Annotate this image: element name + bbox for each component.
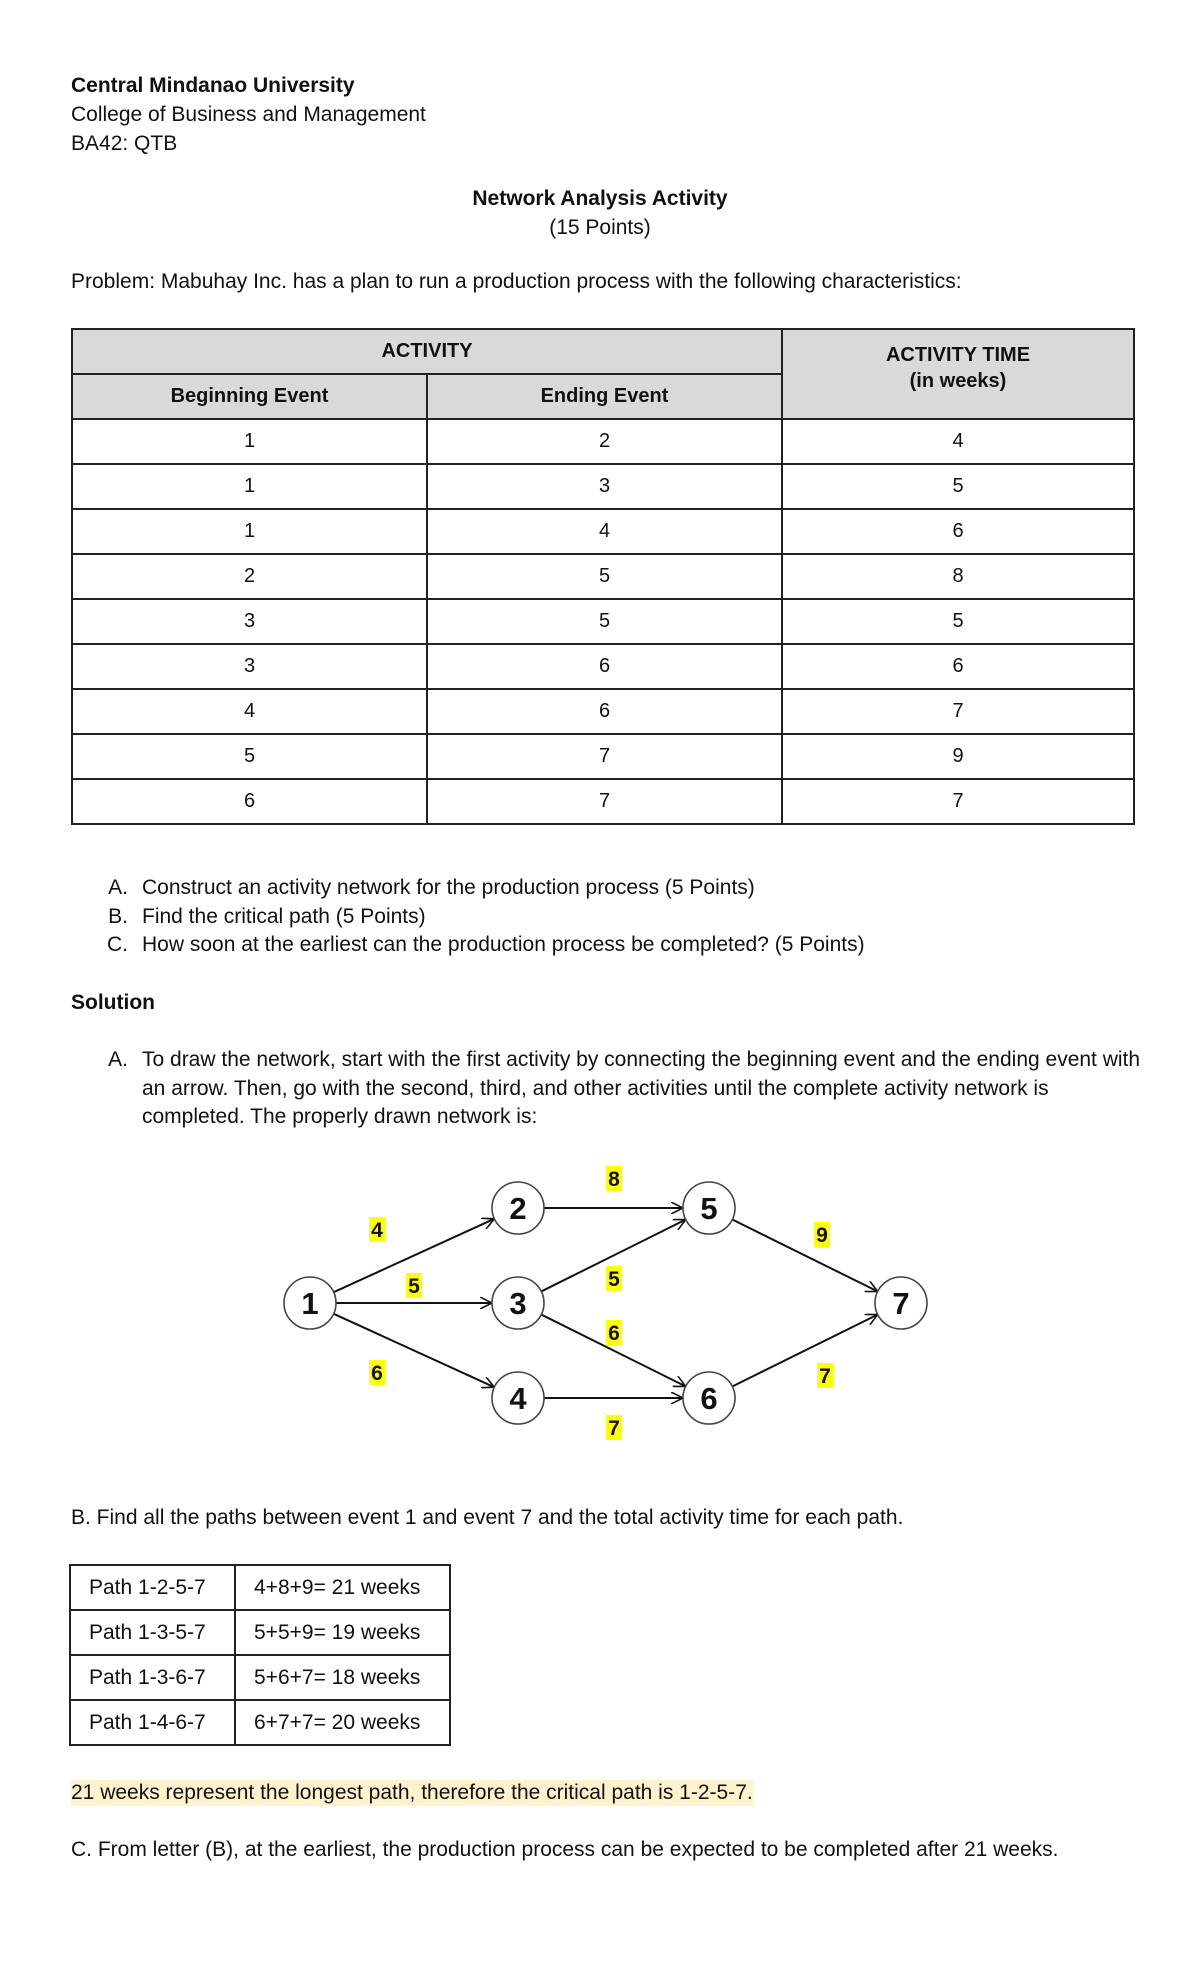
edge-label-text: 7 — [608, 1417, 620, 1440]
edge-label-5-7 — [814, 1222, 830, 1247]
activity-network-diagram — [0, 1140, 1200, 1470]
network-node-1 — [284, 1277, 336, 1329]
list-marker: A. — [108, 1048, 128, 1071]
question-text: Construct an activity network for the production process (5 Points) — [142, 876, 755, 899]
table-row — [72, 419, 1134, 464]
activity-group-header: ACTIVITY — [72, 329, 782, 374]
solution-a-list — [71, 1046, 1141, 1132]
solution-a-text: To draw the network, start with the first activity by connecting the beginning event and the ending event with an arrow. Then, go with the second, third, and other activities until the complete activity network is completed. The properly drawn network is: — [142, 1048, 1141, 1128]
list-item — [71, 903, 865, 932]
time-cell: 7 — [782, 689, 1134, 734]
begin-cell: 3 — [72, 599, 427, 644]
end-cell: 5 — [427, 554, 782, 599]
network-node-7 — [875, 1277, 927, 1329]
end-cell: 6 — [427, 644, 782, 689]
activity-title: Network Analysis Activity — [472, 187, 728, 210]
path-total-cell: 5+5+9= 19 weeks — [235, 1610, 450, 1655]
begin-cell: 3 — [72, 644, 427, 689]
ending-event-header: Ending Event — [427, 374, 782, 419]
time-cell: 4 — [782, 419, 1134, 464]
begin-cell: 2 — [72, 554, 427, 599]
network-node-6 — [683, 1372, 735, 1424]
table-row — [72, 464, 1134, 509]
table-row — [72, 554, 1134, 599]
path-name-cell: Path 1-4-6-7 — [70, 1700, 235, 1745]
edge-label-text: 9 — [816, 1224, 828, 1247]
list-marker: C. — [107, 933, 128, 956]
begin-cell: 1 — [72, 419, 427, 464]
end-cell: 3 — [427, 464, 782, 509]
activity-points: (15 Points) — [549, 216, 651, 239]
network-node-4 — [492, 1372, 544, 1424]
problem-statement: Problem: Mabuhay Inc. has a plan to run a production process with the following characteristics: — [71, 270, 962, 293]
path-total-cell: 4+8+9= 21 weeks — [235, 1565, 450, 1610]
edge-label-1-3 — [406, 1273, 422, 1298]
time-cell: 6 — [782, 644, 1134, 689]
end-cell: 7 — [427, 779, 782, 824]
table-row — [70, 1700, 450, 1745]
node-label: 6 — [700, 1381, 718, 1416]
list-item — [71, 874, 865, 903]
begin-cell: 1 — [72, 464, 427, 509]
edge-arrow-1-4 — [334, 1314, 494, 1387]
activity-time-header-line1: ACTIVITY TIME — [885, 344, 1031, 366]
end-cell: 6 — [427, 689, 782, 734]
network-node-2 — [492, 1182, 544, 1234]
question-text: Find the critical path (5 Points) — [142, 904, 426, 928]
time-cell: 5 — [782, 599, 1134, 644]
end-cell: 2 — [427, 419, 782, 464]
edge-label-6-7 — [817, 1363, 833, 1388]
node-label: 3 — [509, 1286, 527, 1321]
course-code: BA42: QTB — [71, 132, 178, 155]
edge-label-3-5 — [606, 1266, 622, 1291]
table-row — [72, 689, 1134, 734]
activity-table — [71, 328, 1135, 825]
edge-label-text: 4 — [371, 1219, 383, 1242]
table-row — [70, 1655, 450, 1700]
path-name-cell: Path 1-2-5-7 — [70, 1565, 235, 1610]
time-cell: 6 — [782, 509, 1134, 554]
time-cell: 7 — [782, 779, 1134, 824]
edge-label-text: 6 — [608, 1322, 620, 1345]
time-cell: 8 — [782, 554, 1134, 599]
question-list — [71, 874, 865, 960]
node-label: 5 — [700, 1191, 718, 1226]
time-cell: 9 — [782, 734, 1134, 779]
list-marker: B. — [108, 904, 128, 928]
table-row — [70, 1565, 450, 1610]
edge-label-2-5 — [606, 1166, 622, 1191]
document-header — [71, 71, 426, 158]
network-node-5 — [683, 1182, 735, 1234]
edge-label-1-2 — [369, 1217, 385, 1242]
list-marker: A. — [108, 876, 128, 899]
node-label: 4 — [509, 1381, 527, 1416]
table-row — [72, 509, 1134, 554]
edge-label-3-6 — [606, 1320, 622, 1345]
part-b-instruction: B. Find all the paths between event 1 and event 7 and the total activity time for each path. — [71, 1506, 904, 1529]
path-total-cell: 6+7+7= 20 weeks — [235, 1700, 450, 1745]
edge-label-text: 8 — [608, 1168, 620, 1191]
edge-label-text: 7 — [819, 1365, 831, 1388]
edge-label-text: 5 — [408, 1275, 420, 1298]
edge-label-4-6 — [606, 1415, 622, 1440]
activity-title-block — [0, 184, 1200, 242]
table-row — [72, 734, 1134, 779]
list-item — [71, 931, 865, 960]
edge-arrow-5-7 — [732, 1220, 876, 1291]
activity-time-header — [782, 329, 1134, 419]
edge-label-1-4 — [369, 1360, 385, 1385]
begin-cell: 6 — [72, 779, 427, 824]
table-row — [72, 599, 1134, 644]
end-cell: 4 — [427, 509, 782, 554]
edge-arrow-6-7 — [732, 1315, 876, 1386]
end-cell: 7 — [427, 734, 782, 779]
table-row — [72, 644, 1134, 689]
activity-time-header-line2: (in weeks) — [909, 370, 1007, 392]
network-node-3 — [492, 1277, 544, 1329]
solution-heading: Solution — [71, 991, 155, 1014]
table-row — [72, 779, 1134, 824]
list-item — [71, 1046, 1141, 1132]
edge-label-text: 5 — [608, 1268, 620, 1291]
begin-cell: 4 — [72, 689, 427, 734]
college-name: College of Business and Management — [71, 103, 426, 126]
path-name-cell: Path 1-3-5-7 — [70, 1610, 235, 1655]
node-label: 2 — [509, 1191, 527, 1226]
path-name-cell: Path 1-3-6-7 — [70, 1655, 235, 1700]
node-label: 7 — [892, 1286, 910, 1321]
path-total-cell: 5+6+7= 18 weeks — [235, 1655, 450, 1700]
question-text: How soon at the earliest can the production process be completed? (5 Points) — [142, 933, 865, 956]
beginning-event-header: Beginning Event — [72, 374, 427, 419]
begin-cell: 1 — [72, 509, 427, 554]
university-name: Central Mindanao University — [71, 74, 355, 97]
critical-path-conclusion: 21 weeks represent the longest path, therefore the critical path is 1-2-5-7. — [71, 1781, 753, 1804]
node-label: 1 — [301, 1286, 319, 1321]
part-c-answer: C. From letter (B), at the earliest, the production process can be expected to be completed after 21 weeks. — [71, 1838, 1059, 1861]
paths-table — [69, 1564, 451, 1746]
edge-label-text: 6 — [371, 1362, 383, 1385]
begin-cell: 5 — [72, 734, 427, 779]
time-cell: 5 — [782, 464, 1134, 509]
end-cell: 5 — [427, 599, 782, 644]
table-row — [70, 1610, 450, 1655]
